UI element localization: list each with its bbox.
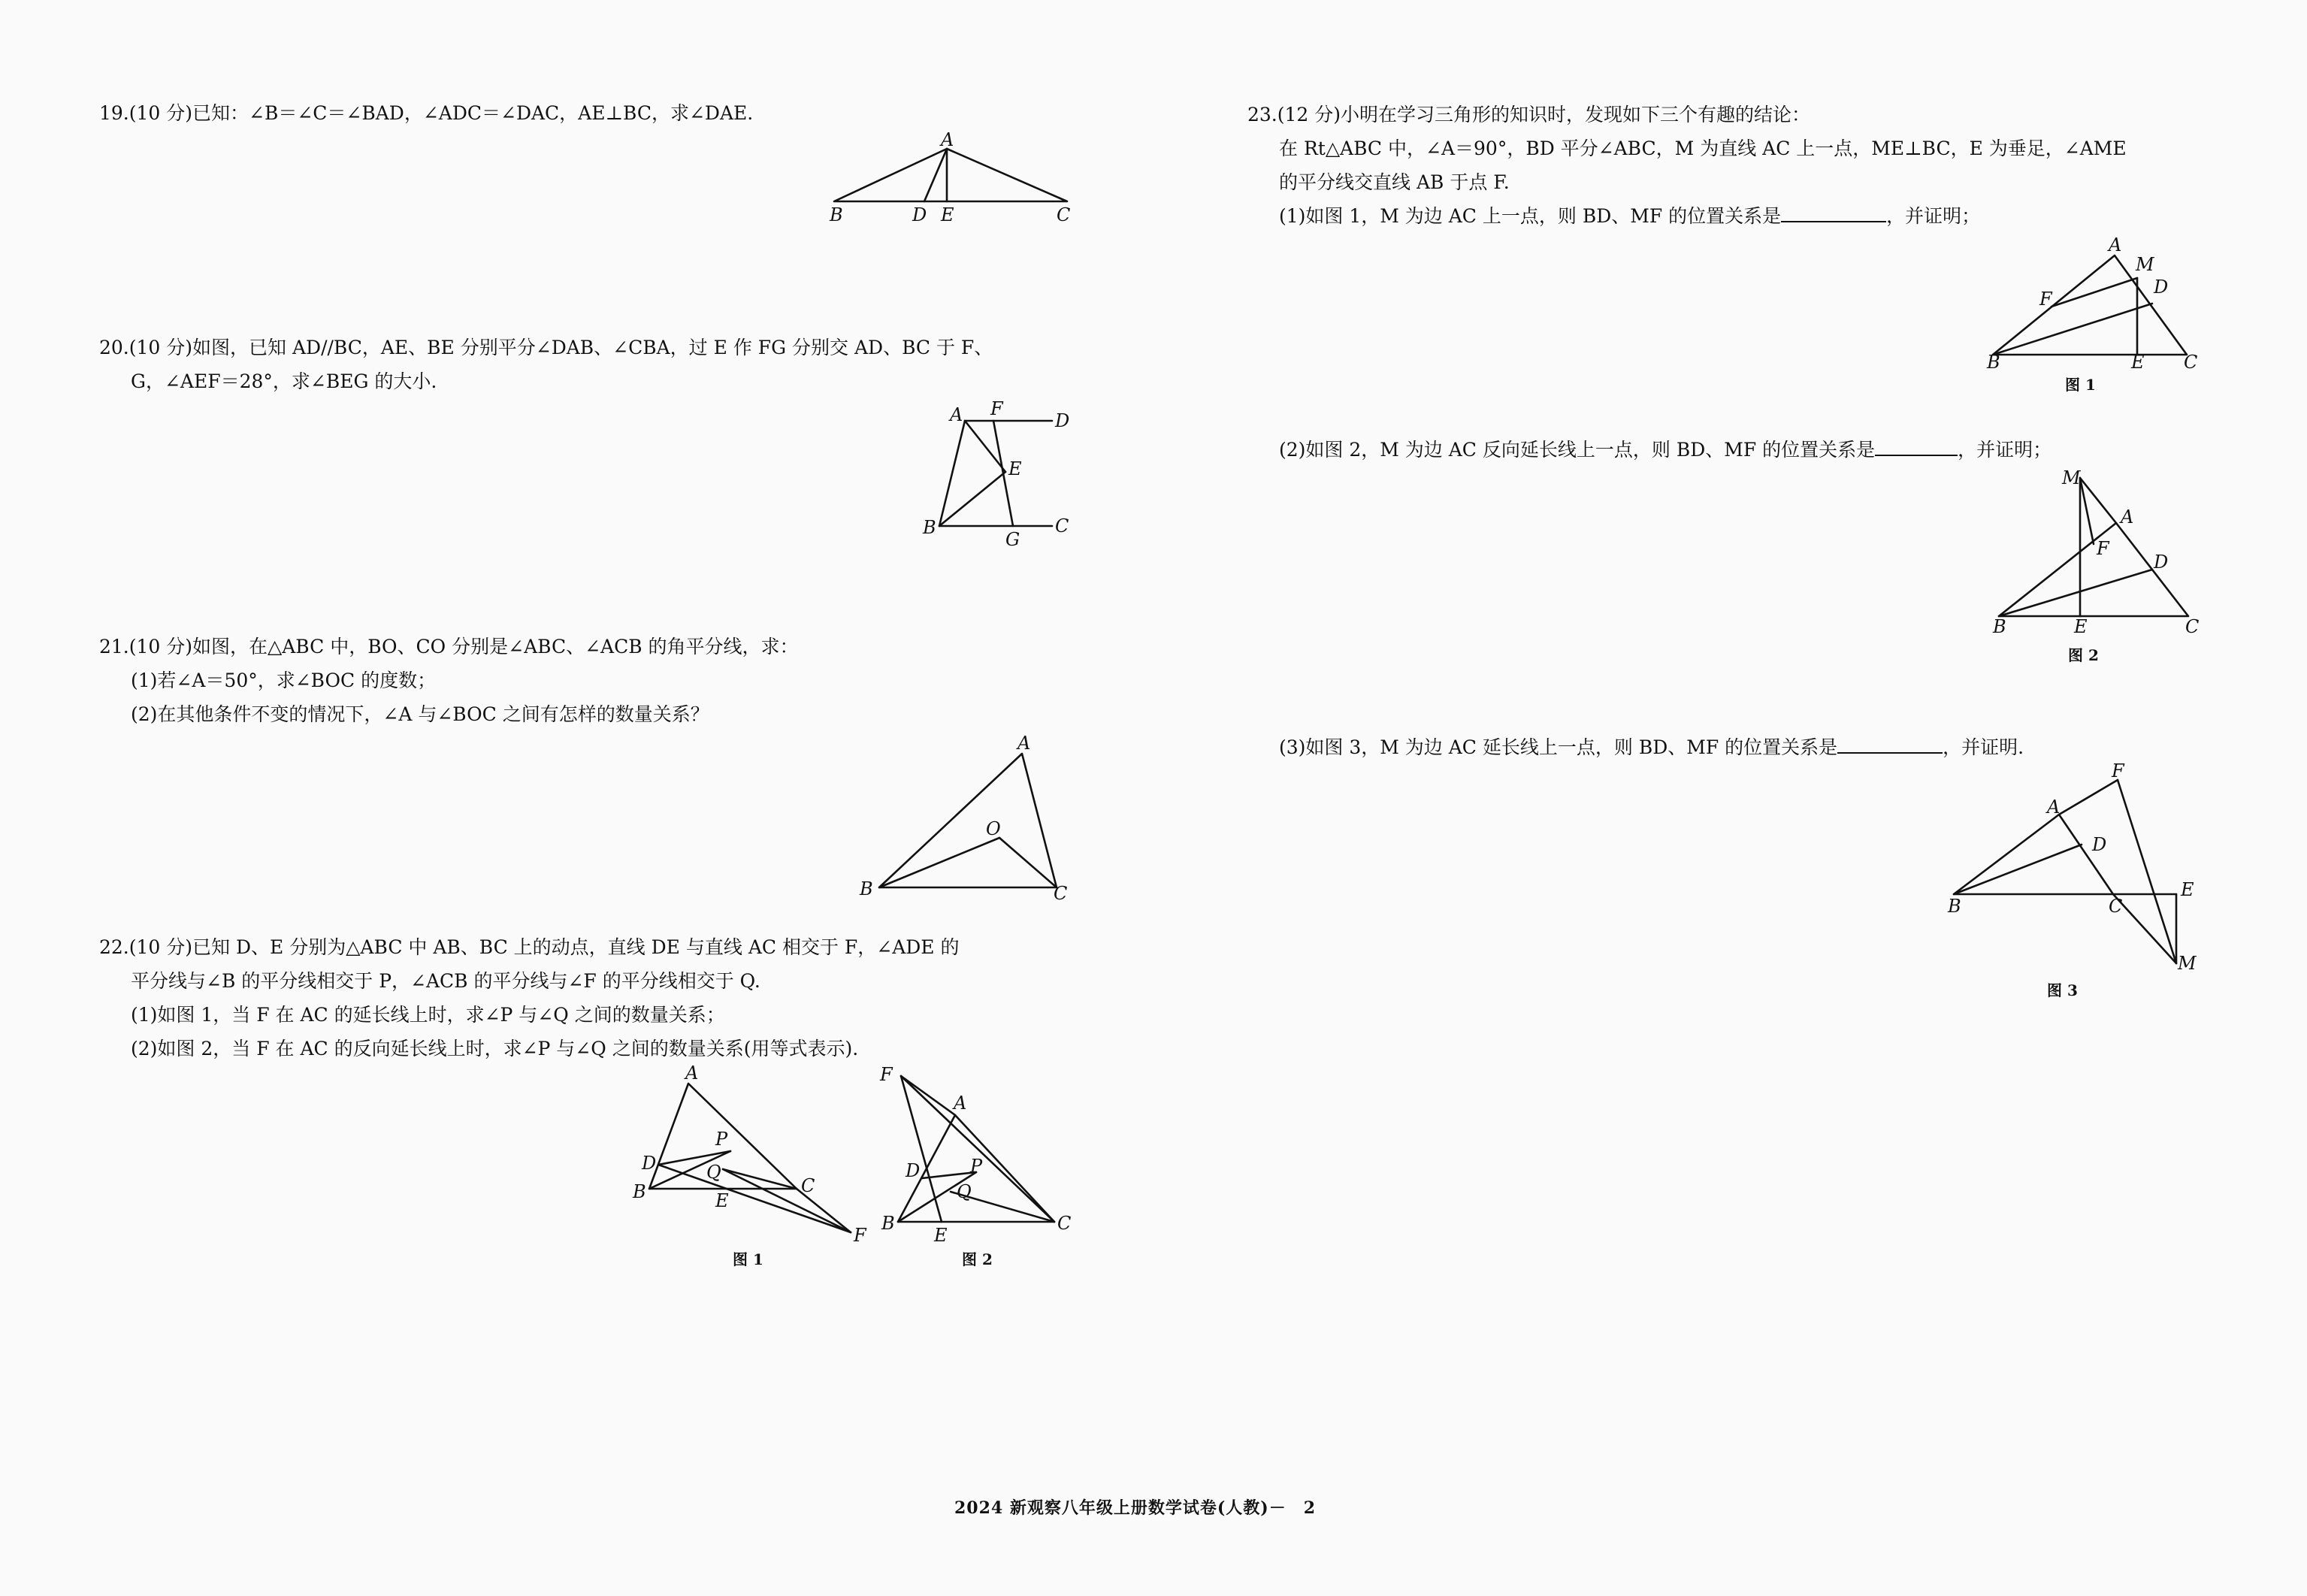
q22f2-label-e: E: [934, 1225, 948, 1246]
q22f2-label-b: B: [881, 1213, 895, 1234]
q23-figure-1-caption: 图 1: [2065, 376, 2096, 394]
q19-label-b: B: [830, 204, 843, 225]
q22f1-label-q: Q: [706, 1162, 721, 1183]
q21-label-o: O: [986, 818, 1001, 839]
q23f3-label-m: M: [2178, 953, 2197, 974]
q22f1-label-f: F: [854, 1225, 866, 1246]
q20-figure: [909, 398, 1090, 549]
q23-part2-text: (2)如图 2，M 为边 AC 反向延长线上一点，则 BD、MF 的位置关系是: [1279, 439, 1876, 461]
q21-text-line1: 21.(10 分)如图，在△ABC 中，BO、CO 分别是∠ABC、∠ACB 的角平分线，求：: [99, 636, 799, 657]
q23-part2-answer-blank[interactable]: [1875, 434, 1958, 456]
q22f2-label-d: D: [906, 1160, 921, 1181]
q20-segment-ae: [965, 421, 1005, 472]
q23f1-label-b: B: [1987, 352, 2000, 373]
q23-text-line2: 在 Rt△ABC 中，∠A＝90°，BD 平分∠ABC，M 为直线 AC 上一点，ME⊥BC，E 为垂足，∠AME: [1279, 138, 2127, 159]
q21-segment-bo: [879, 838, 999, 887]
q23-part1-suffix: ，并证明；: [1886, 205, 1981, 227]
q23f3-label-c: C: [2109, 896, 2123, 917]
q23f2-label-a: A: [2121, 506, 2134, 527]
q22f1-line-df: [658, 1165, 851, 1232]
question-23-part-2: [1279, 433, 2052, 467]
q19-text: 19.(10 分)已知：∠B＝∠C＝∠BAD，∠ADC＝∠DAC，AE⊥BC，求∠DAE.: [99, 102, 754, 124]
q19-label-e: E: [941, 204, 954, 225]
q19-label-c: C: [1057, 204, 1071, 225]
q23f1-label-m: M: [2136, 254, 2154, 275]
q23f2-label-m: M: [2062, 467, 2081, 488]
q20-label-c: C: [1055, 515, 1069, 537]
q23f3-line-fm: [2118, 780, 2176, 963]
question-23-part-3: [1279, 730, 2024, 764]
q22f2-label-f: F: [880, 1064, 893, 1085]
q23-figure-3-caption: 图 3: [2047, 981, 2078, 999]
question-23: [1247, 98, 2127, 233]
q23f2-label-f: F: [2097, 538, 2109, 559]
q23-figure-2: [1984, 466, 2209, 639]
q22-figure-2: [875, 1066, 1093, 1246]
q23f3-label-d: D: [2092, 834, 2107, 855]
q23f2-label-c: C: [2185, 616, 2200, 637]
q22f1-label-c: C: [801, 1175, 815, 1196]
q22f1-label-d: D: [642, 1153, 657, 1174]
q19-label-a: A: [941, 129, 954, 150]
q20-segment-be: [939, 472, 1005, 526]
q23-part3-text: (3)如图 3，M 为边 AC 延长线上一点，则 BD、MF 的位置关系是: [1279, 736, 1838, 758]
q20-label-a: A: [950, 404, 963, 425]
q23f1-label-a: A: [2109, 234, 2122, 255]
q23-part3-answer-blank[interactable]: [1837, 731, 1943, 754]
q20-label-e: E: [1008, 458, 1022, 479]
q23-part2: [1279, 433, 2052, 467]
q21-part1: (1)若∠A＝50°，求∠BOC 的度数；: [131, 670, 437, 691]
q23-part1-text: (1)如图 1，M 为边 AC 上一点，则 BD、MF 的位置关系是: [1279, 205, 1782, 227]
q21-label-b: B: [860, 878, 873, 899]
q20-label-f: F: [990, 398, 1003, 419]
q23-part3-suffix: ，并证明.: [1943, 736, 2024, 758]
page-footer: 2024 新观察八年级上册数学试卷(人教)－ 2: [954, 1498, 1317, 1518]
question-19: [99, 96, 753, 130]
q19-label-d: D: [912, 204, 927, 225]
q22f2-label-p: P: [970, 1156, 983, 1177]
q23f3-triangle-abc: [1954, 815, 2113, 894]
q21-figure: [857, 733, 1090, 905]
q23-text-line1: 23.(12 分)小明在学习三角形的知识时，发现如下三个有趣的结论：: [1247, 104, 1811, 125]
q22-figure-1: [624, 1062, 872, 1247]
q23-text-line3: 的平分线交直线 AB 于点 F.: [1279, 171, 1510, 193]
q22f1-label-b: B: [633, 1181, 646, 1202]
q20-segment-ab: [939, 421, 965, 526]
question-21: [99, 630, 799, 731]
q23f2-label-b: B: [1993, 616, 2006, 637]
q23f1-segment-bd: [1993, 304, 2152, 355]
q19-triangle-abc: [834, 149, 1067, 201]
q23f3-label-f: F: [2112, 760, 2124, 781]
q20-text-line2: G，∠AEF＝28°，求∠BEG 的大小.: [131, 370, 437, 392]
q21-label-c: C: [1054, 883, 1068, 904]
q23f1-label-f: F: [2039, 289, 2052, 310]
q22-part1: (1)如图 1，当 F 在 AC 的延长线上时，求∠P 与∠Q 之间的数量关系；: [131, 1004, 725, 1026]
q23f3-label-e: E: [2181, 879, 2194, 900]
q23f3-segment-bd: [1954, 845, 2082, 894]
q22f2-label-c: C: [1057, 1213, 1072, 1234]
q23-part1: [1247, 199, 2127, 233]
q23f2-label-d: D: [2154, 552, 2169, 573]
q20-label-g: G: [1005, 529, 1020, 550]
q23f2-label-e: E: [2074, 616, 2088, 637]
q23-part1-answer-blank[interactable]: [1781, 200, 1886, 222]
q23f1-triangle-abc: [1993, 255, 2187, 355]
q22-figure-1-caption: 图 1: [733, 1250, 763, 1268]
q22f1-label-a: A: [685, 1062, 699, 1084]
q20-label-d: D: [1055, 410, 1070, 431]
q21-label-a: A: [1017, 733, 1031, 754]
q20-text-line1: 20.(10 分)如图，已知 AD//BC，AE、BE 分别平分∠DAB、∠CBA，过 E 作 FG 分别交 AD、BC 于 F、: [99, 337, 993, 358]
q22f1-label-e: E: [715, 1190, 729, 1211]
q22f2-label-a: A: [954, 1093, 967, 1114]
q23-part2-suffix: ，并证明；: [1958, 439, 2052, 461]
q22f2-line-fa: [901, 1076, 955, 1115]
q23f3-line-cm: [2113, 894, 2176, 963]
q23-figure-1: [1976, 233, 2202, 373]
q23f3-line-af: [2059, 780, 2118, 815]
q22f1-label-p: P: [715, 1129, 728, 1150]
q23f1-label-c: C: [2184, 352, 2198, 373]
q23f3-label-b: B: [1948, 896, 1961, 917]
q23-figure-3: [1939, 760, 2202, 984]
question-22: [99, 930, 960, 1066]
question-20: [99, 331, 993, 398]
q20-label-b: B: [923, 517, 936, 538]
q22f2-label-q: Q: [957, 1181, 972, 1202]
q23f1-segment-fm: [2052, 278, 2137, 307]
q22f2-line-fe: [901, 1076, 942, 1222]
q21-segment-co: [999, 838, 1057, 887]
q21-part2: (2)在其他条件不变的情况下，∠A 与∠BOC 之间有怎样的数量关系？: [131, 703, 709, 725]
q21-triangle-abc: [879, 754, 1057, 887]
q22-figure-2-caption: 图 2: [962, 1250, 993, 1268]
q23f1-label-e: E: [2131, 352, 2145, 373]
q22-text-line1: 22.(10 分)已知 D、E 分别为△ABC 中 AB、BC 上的动点，直线 DE 与直线 AC 相交于 F，∠ADE 的: [99, 936, 960, 958]
q23f2-segment-bd: [1999, 570, 2152, 616]
q23f1-label-d: D: [2154, 277, 2169, 298]
q23-figure-2-caption: 图 2: [2068, 646, 2099, 664]
q23f3-label-a: A: [2047, 796, 2061, 818]
q19-figure: [827, 129, 1082, 225]
q22-part2: (2)如图 2，当 F 在 AC 的反向延长线上时，求∠P 与∠Q 之间的数量关系(用等式表示).: [131, 1038, 859, 1059]
q22-text-line2: 平分线与∠B 的平分线相交于 P，∠ACB 的平分线与∠F 的平分线相交于 Q.: [131, 970, 760, 992]
q23-part3: [1279, 730, 2024, 764]
